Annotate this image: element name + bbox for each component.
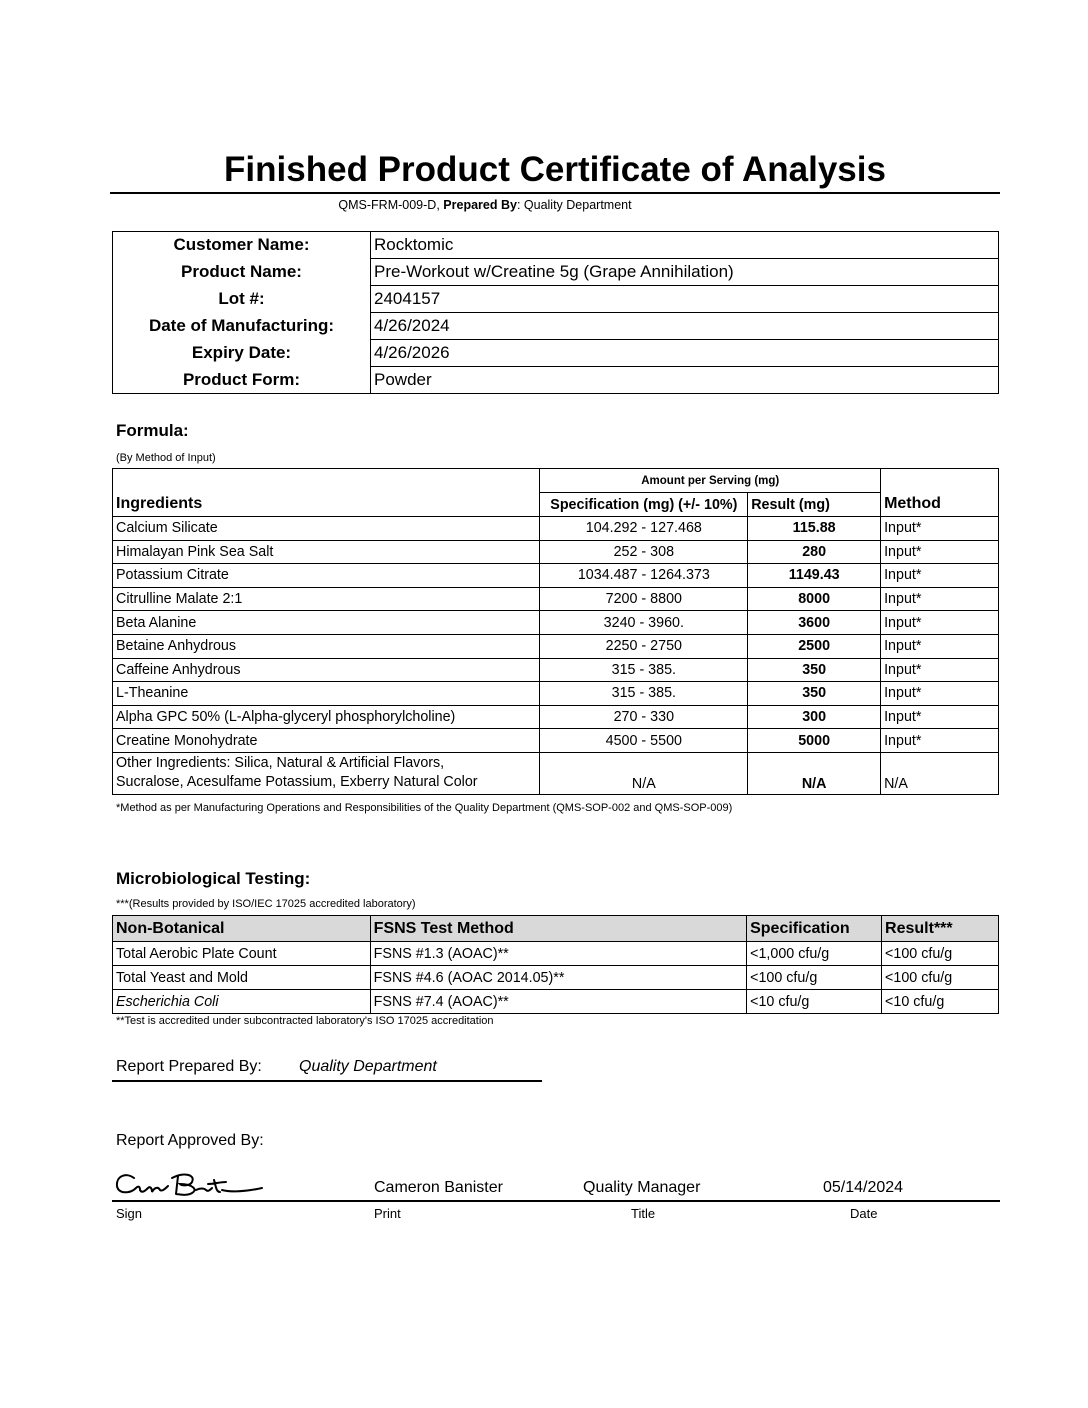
- formula-row: [113, 705, 999, 729]
- ingredient-result: 1149.43: [748, 564, 881, 588]
- info-label: Expiry Date:: [113, 340, 371, 367]
- spec-header: Specification (mg) (+/- 10%): [540, 493, 748, 517]
- formula-table: [112, 468, 999, 795]
- info-row: [113, 286, 999, 313]
- ingredient-method: Input*: [881, 682, 999, 706]
- ingredient-name: Creatine Monohydrate: [113, 729, 540, 753]
- other-result: N/A: [748, 752, 881, 794]
- formula-row: [113, 682, 999, 706]
- micro-test: Total Aerobic Plate Count: [113, 942, 371, 966]
- ingredient-method: Input*: [881, 517, 999, 541]
- formula-row: [113, 540, 999, 564]
- formula-heading: Formula:: [116, 421, 189, 440]
- ingredient-name: Himalayan Pink Sea Salt: [113, 540, 540, 564]
- micro-header-cell: Specification: [747, 916, 882, 942]
- caption-title: Title: [631, 1206, 656, 1221]
- info-label: Product Name:: [113, 259, 371, 286]
- info-label: Lot #:: [113, 286, 371, 313]
- prepared-by-label: Prepared By: [443, 198, 517, 212]
- info-row: [113, 259, 999, 286]
- ingredient-spec: 3240 - 3960.: [540, 611, 748, 635]
- report-prepared-label: Report Prepared By:: [116, 1058, 262, 1075]
- ingredient-result: 300: [748, 705, 881, 729]
- caption-sign: Sign: [116, 1206, 143, 1221]
- info-value: Powder: [371, 367, 999, 394]
- formula-row: [113, 564, 999, 588]
- ingredient-result: 280: [748, 540, 881, 564]
- ingredient-name: Calcium Silicate: [113, 517, 540, 541]
- ingredient-name: Caffeine Anhydrous: [113, 658, 540, 682]
- micro-result: <100 cfu/g: [882, 942, 999, 966]
- micro-method: FSNS #4.6 (AOAC 2014.05)**: [370, 966, 746, 990]
- formula-row: [113, 729, 999, 753]
- micro-note: ***(Results provided by ISO/IEC 17025 accredited laboratory): [116, 898, 416, 910]
- micro-heading: Microbiological Testing:: [116, 869, 311, 888]
- info-value: Pre-Workout w/Creatine 5g (Grape Annihilation): [371, 259, 999, 286]
- info-label: Customer Name:: [113, 232, 371, 259]
- method-header: Method: [881, 469, 999, 517]
- info-value: Rocktomic: [371, 232, 999, 259]
- micro-header-cell: FSNS Test Method: [370, 916, 746, 942]
- prepared-by-value: : Quality Department: [516, 198, 632, 212]
- page-title: Finished Product Certificate of Analysis: [224, 150, 886, 189]
- formula-footnote: *Method as per Manufacturing Operations and Responsibilities of the Quality Department (QMS-SOP-002 and QMS-SOP-009): [116, 802, 733, 814]
- signer-print-name: Cameron Banister: [374, 1179, 503, 1196]
- micro-spec: <10 cfu/g: [747, 990, 882, 1014]
- ingredient-result: 350: [748, 658, 881, 682]
- micro-spec: <1,000 cfu/g: [747, 942, 882, 966]
- formula-row: [113, 634, 999, 658]
- micro-test: Escherichia Coli: [113, 990, 371, 1014]
- ingredient-spec: 270 - 330: [540, 705, 748, 729]
- ingredient-spec: 252 - 308: [540, 540, 748, 564]
- signer-title: Quality Manager: [583, 1179, 701, 1196]
- micro-header-row: [113, 916, 999, 942]
- form-subtitle: [110, 198, 860, 212]
- ingredient-name: Potassium Citrate: [113, 564, 540, 588]
- form-code: QMS-FRM-009-D,: [338, 198, 440, 212]
- report-approved-label: Report Approved By:: [116, 1132, 264, 1149]
- ingredient-result: 115.88: [748, 517, 881, 541]
- signature-image: [112, 1166, 272, 1202]
- ingredient-result: 5000: [748, 729, 881, 753]
- info-label: Product Form:: [113, 367, 371, 394]
- ingredient-method: Input*: [881, 705, 999, 729]
- ingredient-method: Input*: [881, 587, 999, 611]
- info-value: 4/26/2026: [371, 340, 999, 367]
- micro-row: [113, 966, 999, 990]
- title-divider: [110, 192, 1000, 194]
- micro-table: [112, 915, 999, 1014]
- ingredient-method: Input*: [881, 729, 999, 753]
- formula-row: [113, 611, 999, 635]
- amount-per-serving-header: Amount per Serving (mg): [540, 469, 881, 493]
- formula-row: [113, 587, 999, 611]
- ingredient-name: Citrulline Malate 2:1: [113, 587, 540, 611]
- caption-date: Date: [850, 1206, 878, 1221]
- ingredient-result: 2500: [748, 634, 881, 658]
- ingredient-name: Betaine Anhydrous: [113, 634, 540, 658]
- ingredient-method: Input*: [881, 540, 999, 564]
- ingredient-method: Input*: [881, 658, 999, 682]
- info-row: [113, 340, 999, 367]
- ingredient-name: Beta Alanine: [113, 611, 540, 635]
- ingredient-result: 350: [748, 682, 881, 706]
- info-label: Date of Manufacturing:: [113, 313, 371, 340]
- prepared-underline: [112, 1080, 542, 1082]
- micro-spec: <100 cfu/g: [747, 966, 882, 990]
- signature-line: [112, 1200, 1000, 1202]
- info-value: 4/26/2024: [371, 313, 999, 340]
- info-row: [113, 232, 999, 259]
- ingredient-spec: 4500 - 5500: [540, 729, 748, 753]
- micro-footnote: **Test is accredited under subcontracted laboratory's ISO 17025 accreditation: [116, 1015, 494, 1027]
- ingredient-spec: 315 - 385.: [540, 682, 748, 706]
- report-prepared-value: Quality Department: [299, 1058, 437, 1075]
- micro-header-cell: Result***: [882, 916, 999, 942]
- other-spec: N/A: [540, 752, 748, 794]
- ingredient-method: Input*: [881, 634, 999, 658]
- ingredient-name: Alpha GPC 50% (L-Alpha-glyceryl phosphorylcholine): [113, 705, 540, 729]
- ingredient-spec: 2250 - 2750: [540, 634, 748, 658]
- micro-method: FSNS #7.4 (AOAC)**: [370, 990, 746, 1014]
- formula-note: (By Method of Input): [116, 452, 216, 464]
- formula-row: [113, 658, 999, 682]
- ingredient-spec: 104.292 - 127.468: [540, 517, 748, 541]
- caption-print: Print: [374, 1206, 401, 1221]
- info-value: 2404157: [371, 286, 999, 313]
- ingredient-spec: 315 - 385.: [540, 658, 748, 682]
- other-ingredients-line: Other Ingredients: Silica, Natural & Artificial Flavors,: [116, 754, 445, 771]
- micro-result: <100 cfu/g: [882, 966, 999, 990]
- ingredient-method: Input*: [881, 611, 999, 635]
- formula-row: [113, 517, 999, 541]
- approval-date: 05/14/2024: [823, 1179, 904, 1196]
- other-ingredients-row: [113, 752, 999, 794]
- micro-row: [113, 942, 999, 966]
- ingredients-header: Ingredients: [113, 469, 540, 517]
- info-row: [113, 367, 999, 394]
- other-ingredients-text: [113, 752, 540, 794]
- product-info-table: [112, 231, 999, 394]
- formula-header-row: [113, 469, 999, 493]
- micro-result: <10 cfu/g: [882, 990, 999, 1014]
- other-method: N/A: [881, 752, 999, 794]
- formula-rows: [113, 517, 999, 753]
- ingredient-result: 3600: [748, 611, 881, 635]
- micro-header-cell: Non-Botanical: [113, 916, 371, 942]
- info-row: [113, 313, 999, 340]
- result-header: Result (mg): [748, 493, 881, 517]
- ingredient-method: Input*: [881, 564, 999, 588]
- micro-method: FSNS #1.3 (AOAC)**: [370, 942, 746, 966]
- other-ingredients-line: Sucralose, Acesulfame Potassium, Exberry Natural Color: [116, 773, 478, 790]
- micro-row: [113, 990, 999, 1014]
- ingredient-spec: 1034.487 - 1264.373: [540, 564, 748, 588]
- ingredient-spec: 7200 - 8800: [540, 587, 748, 611]
- ingredient-name: L-Theanine: [113, 682, 540, 706]
- micro-test: Total Yeast and Mold: [113, 966, 371, 990]
- ingredient-result: 8000: [748, 587, 881, 611]
